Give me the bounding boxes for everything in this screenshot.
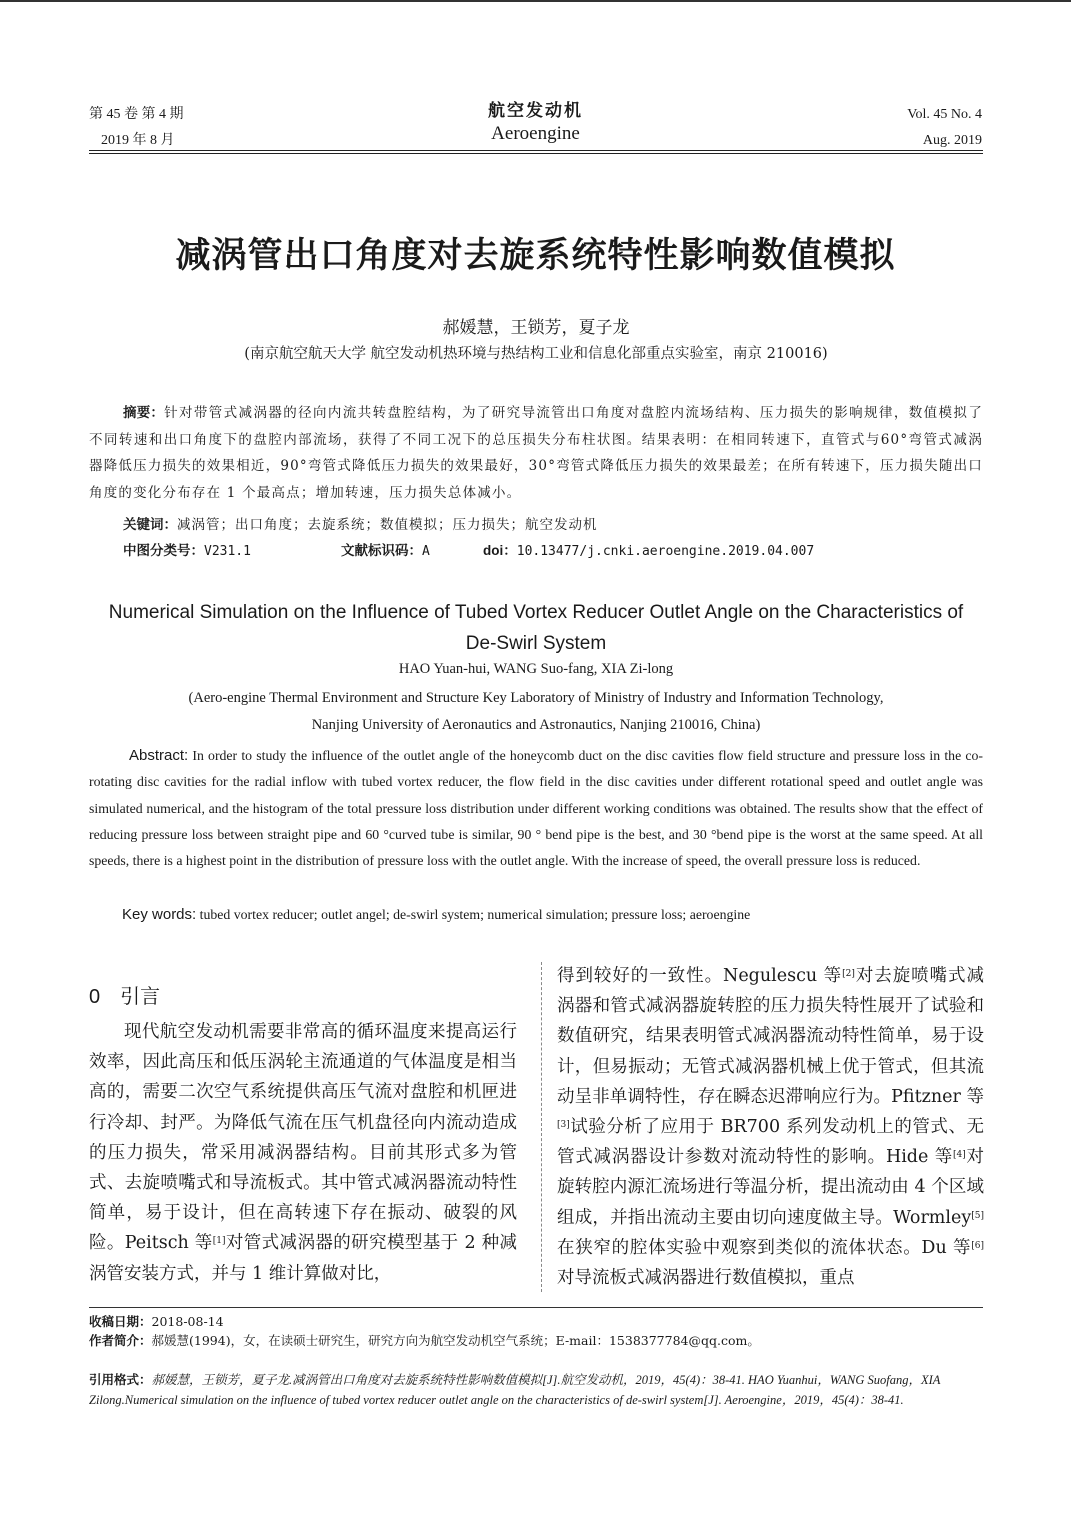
issue-date-en: Aug. 2019 xyxy=(922,133,982,148)
received-value: 2018-08-14 xyxy=(151,1314,224,1329)
volume-issue-en: Vol. 45 No. 4 xyxy=(907,107,982,122)
header-rule xyxy=(89,150,983,151)
clc-code xyxy=(123,538,251,565)
doc-label: 文献标识码： xyxy=(341,543,422,558)
clc-label: 中图分类号： xyxy=(123,543,204,558)
keywords-en-label: Key words: xyxy=(122,906,197,923)
citation-ref-1[interactable]: [1] xyxy=(212,1236,226,1247)
issue-date: 2019 年 8 月 xyxy=(101,133,175,148)
citation-ref-3[interactable]: [3] xyxy=(557,1120,570,1131)
keywords-cn-text: 减涡管；出口角度；去旋系统；数值模拟；压力损失；航空发动机 xyxy=(177,517,598,533)
intro-text-a: 现代航空发动机需要非常高的循环温度来提高运行效率，因此高压和低压涡轮主流通道的气体温度是相当高的，需要二次空气系统提供高压气流对盘腔和机匣进行冷却、封严。为降低气流在压气机盘径向内流动造成的压力损失，常采用减涡器结构。目前其形式多为管式、去旋喷嘴式和导流板式。其中管式减涡器流动特性简单，易于设计，但在高转速下存在振动、破裂的风险。Peitsch 等 xyxy=(89,1022,517,1254)
authors-cn: 郝媛慧，王锁芳，夏子龙 xyxy=(442,318,630,338)
clc-value: V231.1 xyxy=(204,544,251,559)
abstract-en-label: Abstract: xyxy=(129,747,189,764)
citation-label: 引用格式： xyxy=(89,1373,152,1387)
right-text-5: 在狭窄的腔体实验中观察到类似的流体状态。Du 等 xyxy=(557,1237,972,1258)
affiliation-cn: (南京航空航天大学 航空发动机热环境与热结构工业和信息化部重点实验室，南京 210016) xyxy=(244,346,828,362)
keywords-cn-label: 关键词： xyxy=(123,517,177,532)
abstract-cn-text: 针对带管式减涡器的径向内流共转盘腔结构，为了研究导流管出口角度对盘腔内流场结构、压力损失的影响规律，数值模拟了不同转速和出口角度下的盘腔内部流场，获得了不同工况下的总压损失分布柱状图。结果表明：在相同转速下，直管式与60°弯管式减涡器降低压力损失的效果相近，90°弯管式降低压力损失的效果最好，30°弯管式降低压力损失的效果最差；在所有转速下，压力损失随出口角度的变化分布存在 1 个最高点；增加转速，压力损失总体减小。 xyxy=(89,405,984,501)
issue-info-en xyxy=(907,102,982,154)
doc-code xyxy=(341,538,430,565)
citation-ref-5[interactable]: [5] xyxy=(971,1210,984,1221)
keywords-en-text: tubed vortex reducer; outlet angel; de-swirl system; numerical simulation; pressure loss; aeroengine xyxy=(196,907,751,922)
right-text-2: 对去旋喷嘴式减涡器和管式减涡器旋转腔的压力损失特性展开了试验和数值研究，结果表明管式减涡器流动特性简单，易于设计，但易振动；无管式减涡器机械上优于管式，但其流动呈非单调特性，存在瞬态迟滞响应行为。Pfitzner 等 xyxy=(557,966,984,1107)
footnote-rule xyxy=(89,1307,983,1308)
paper-title-en-line2: De-Swirl System xyxy=(465,633,607,654)
abstract-cn-label: 摘要： xyxy=(123,405,165,420)
citation-ref-6[interactable]: [6] xyxy=(971,1240,984,1251)
section-title: 引言 xyxy=(120,986,161,1008)
intro-text-b: 对管式减涡器的研究模型基于 2 种减涡管安装方式，并与 1 维计算做对比， xyxy=(89,1233,518,1284)
paper-title-cn: 减涡管出口角度对去旋系统特性影响数值模拟 xyxy=(175,235,896,276)
volume-issue: 第 45 卷 第 4 期 xyxy=(89,107,184,122)
right-text-4: 对旋转腔内源汇流场进行等温分析，提出流动由 4 个区域组成，并指出流动主要由切向速度做主导。Wormley xyxy=(557,1147,985,1228)
abstract-en-text: In order to study the influence of the outlet angle of the honeycomb duct on the disc cavities flow field structure and pressure loss in the co-rotating disc cavities for the radial inflow with tubed vortex reducer, the flow field in the disc cavities under different rotational speed and outlet angle was simulated numerical, and the histogram of the total pressure loss distribution under different working conditions was obtained. The results show that the effect of reducing pressure loss between straight pipe and 60 °curved tube is similar, 90 ° bend pipe is the best, and 30 °bend pipe is the worst at the same speed. At all speeds, there is a highest point in the distribution of pressure loss with the outlet angle. With the increase of speed, the overall pressure loss is reduced. xyxy=(89,748,983,869)
citation-text: 郝媛慧，王锁芳，夏子龙.减涡管出口角度对去旋系统特性影响数值模拟[J].航空发动机，2019，45(4)：38-41. HAO Yuanhui，WANG Suofang，XIA Zilong.Numerical simulation on the influence of tubed vortex reducer outlet angle on the characteristics of de-swirl system[J]. Aeroengine，2019，45(4)：38-41. xyxy=(89,1373,941,1407)
received-date xyxy=(89,1312,224,1331)
keywords-cn xyxy=(123,512,598,538)
doi xyxy=(483,538,814,565)
section-heading xyxy=(89,980,160,1009)
doi-label: doi： xyxy=(483,543,517,558)
received-label: 收稿日期： xyxy=(89,1314,152,1329)
page-top-border xyxy=(0,0,1071,2)
column-separator xyxy=(541,962,542,1292)
citation-ref-4[interactable]: [4] xyxy=(952,1150,966,1161)
authors-en: HAO Yuan-hui, WANG Suo-fang, XIA Zi-long xyxy=(398,661,674,677)
section-number: 0 xyxy=(89,986,101,1008)
intro-paragraph xyxy=(89,1017,517,1289)
doi-value[interactable]: 10.13477/j.cnki.aeroengine.2019.04.007 xyxy=(516,544,815,559)
doc-value: A xyxy=(422,544,430,559)
affiliation-en-line1: (Aero-engine Thermal Environment and Structure Key Laboratory of Ministry of Industry and Information Technology, xyxy=(188,690,884,706)
author-bio xyxy=(89,1331,760,1350)
abstract-cn xyxy=(89,400,983,506)
right-text-1: 得到较好的一致性。Negulescu 等 xyxy=(557,966,843,986)
citation-ref-2[interactable]: [2] xyxy=(842,969,855,979)
citation-format xyxy=(89,1370,989,1410)
right-text-6: 对导流板式减涡器进行数值模拟，重点 xyxy=(557,1268,855,1289)
journal-name-en: Aeroengine xyxy=(491,123,580,144)
abstract-en xyxy=(89,743,983,874)
header-rule-thin xyxy=(89,153,983,154)
body-column-right xyxy=(557,961,984,1293)
paper-title-en-line1: Numerical Simulation on the Influence of Tubed Vortex Reducer Outlet Angle on the Characteristics of xyxy=(108,602,964,623)
issue-info xyxy=(89,102,184,154)
body-column-left xyxy=(89,1017,517,1289)
author-bio-text: 郝媛慧(1994)，女，在读硕士研究生，研究方向为航空发动机空气系统；E-mail：1538377784@qq.com。 xyxy=(151,1333,760,1348)
paper-title-en xyxy=(89,597,983,659)
right-text-3: 试验分析了应用于 BR700 系列发动机上的管式、无管式减涡器设计参数对流动特性的影响。Hide 等 xyxy=(557,1117,984,1168)
affiliation-en-line2: Nanjing University of Aeronautics and Astronautics, Nanjing 210016, China) xyxy=(311,717,761,733)
journal-name xyxy=(380,100,691,146)
author-bio-label: 作者简介： xyxy=(89,1333,152,1348)
keywords-en xyxy=(122,903,750,927)
journal-name-cn: 航空发动机 xyxy=(488,101,583,121)
